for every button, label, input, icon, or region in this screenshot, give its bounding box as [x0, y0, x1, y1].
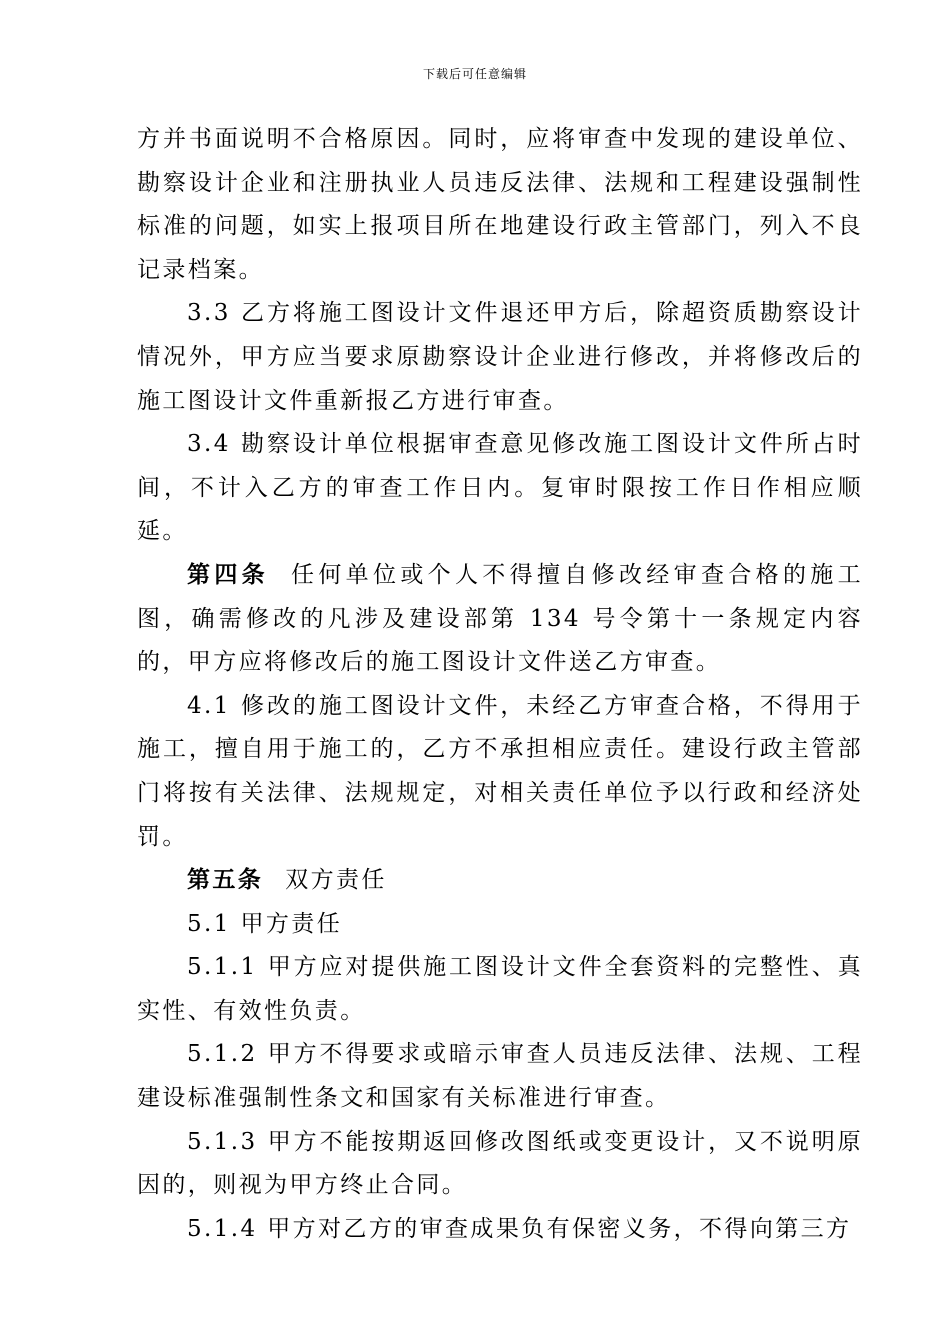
paragraph-text: 双方责任: [285, 867, 387, 894]
paragraph-5-1-3: [137, 1121, 863, 1208]
article-heading: 第五条: [187, 867, 264, 894]
paragraph-text: 5.1.3 甲方不能按期返回修改图纸或变更设计，又不说明原因的，则视为甲方终止合同。: [137, 1128, 863, 1199]
paragraph-text: 3.4 勘察设计单位根据审查意见修改施工图设计文件所占时间，不计入乙方的审查工作日内。复审时限按工作日作相应顺延。: [137, 431, 863, 545]
paragraph-text: 3.3 乙方将施工图设计文件退还甲方后，除超资质勘察设计情况外，甲方应当要求原勘察设计企业进行修改，并将修改后的施工图设计文件重新报乙方进行审查。: [137, 300, 863, 414]
paragraph-text: 5.1.4 甲方对乙方的审查成果负有保密义务，不得向第三方: [187, 1215, 852, 1242]
paragraph-text: 方并书面说明不合格原因。同时，应将审查中发现的建设单位、勘察设计企业和注册执业人员违反法律、法规和工程建设强制性标准的问题，如实上报项目所在地建设行政主管部门，列入不良记录档案。: [137, 126, 863, 283]
page-header: 下载后可任意编辑: [422, 67, 527, 81]
paragraph-5-1-4: [137, 1208, 863, 1252]
paragraph-text: 5.1.1 甲方应对提供施工图设计文件全套资料的完整性、真实性、有效性负责。: [137, 954, 863, 1024]
paragraph-4-1: [137, 685, 863, 859]
paragraph-5-1-2: [137, 1033, 863, 1120]
paragraph-text: 5.1.2 甲方不得要求或暗示审查人员违反法律、法规、工程建设标准强制性条文和国家有关标准进行审查。: [137, 1041, 863, 1112]
paragraph-text: 任何单位或个人不得擅自修改经审查合格的施工图，确需修改的凡涉及建设部第 134 号令第十一条规定内容的，甲方应将修改后的施工图设计文件送乙方审查。: [137, 561, 864, 676]
paragraph-continuation: [137, 118, 863, 292]
paragraph-text: 4.1 修改的施工图设计文件，未经乙方审查合格，不得用于施工，擅自用于施工的，乙方不承担相应责任。建设行政主管部门将按有关法律、法规规定，对相关责任单位予以行政和经济处罚。: [137, 692, 863, 850]
paragraph-5-1-1: [137, 946, 863, 1033]
document-body: [137, 118, 863, 1251]
paragraph-text: 5.1 甲方责任: [187, 910, 343, 937]
paragraph-5-1: [137, 903, 863, 947]
paragraph-3-4: [137, 423, 863, 554]
article-five: [137, 859, 863, 903]
article-heading: 第四条: [187, 561, 269, 588]
article-four: [137, 554, 863, 685]
paragraph-3-3: [137, 292, 863, 423]
